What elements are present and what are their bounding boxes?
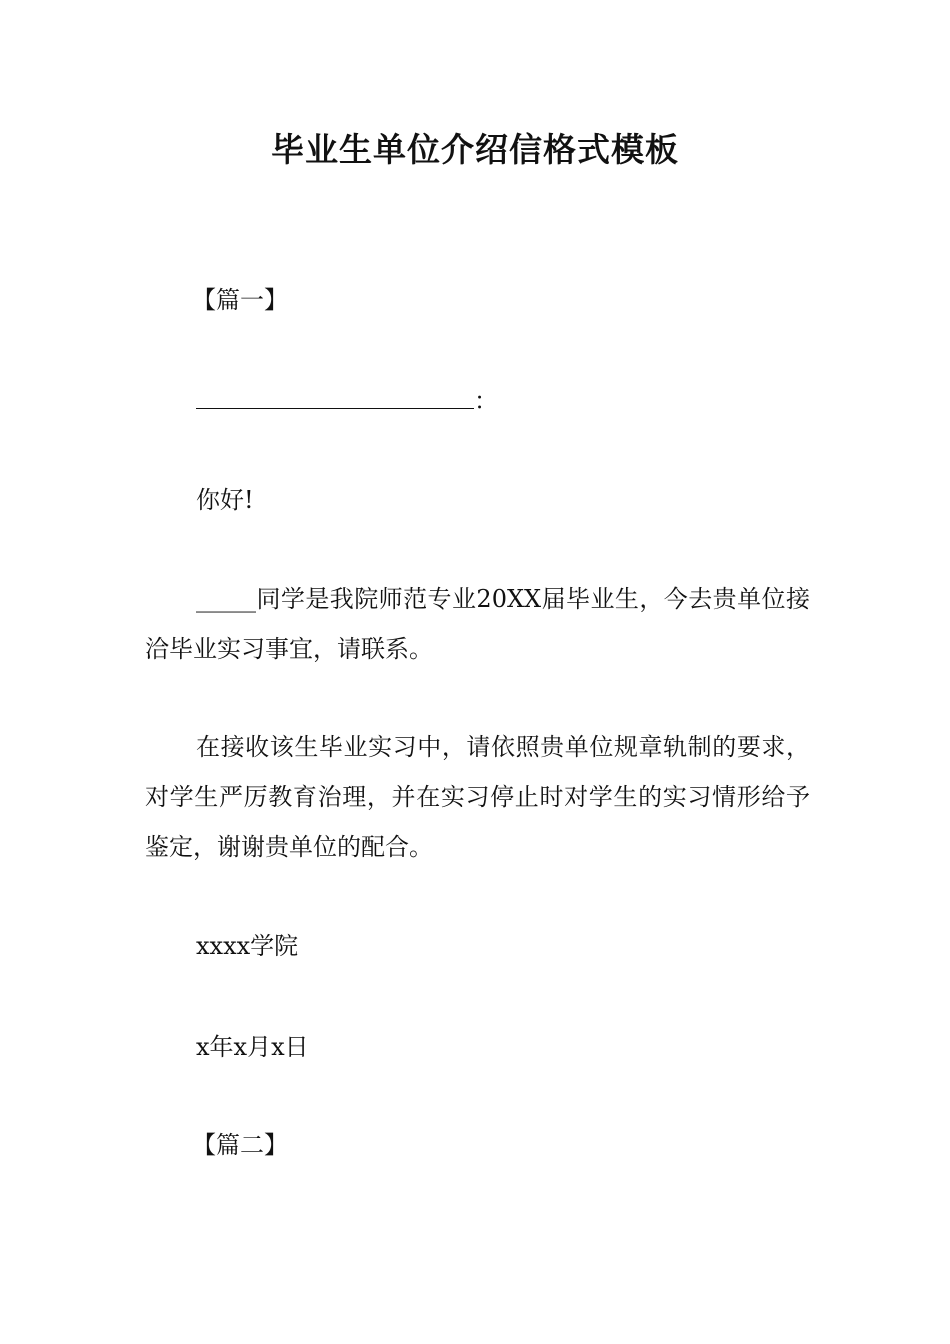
date: x年x月x日 — [196, 1033, 309, 1061]
signature: xxxx学院 — [196, 932, 299, 960]
greeting: 你好! — [196, 486, 254, 514]
section-heading-2: 【篇二】 — [192, 1131, 288, 1159]
addressee-colon: ： — [474, 387, 498, 415]
document-title: 毕业生单位介绍信格式模板 — [271, 130, 679, 169]
addressee-line — [196, 386, 498, 416]
paragraph-request: 在接收该生毕业实习中，请依照贵单位规章轨制的要求，对学生严厉教育治理，并在实习停止时对学生的实习情形给予鉴定，谢谢贵单位的配合。 — [145, 733, 810, 861]
addressee-blank — [196, 388, 474, 409]
paragraph-intro: _____同学是我院师范专业20XX届毕业生，今去贵单位接洽毕业实习事宜，请联系。 — [145, 585, 810, 663]
section-heading-1: 【篇一】 — [192, 286, 288, 314]
